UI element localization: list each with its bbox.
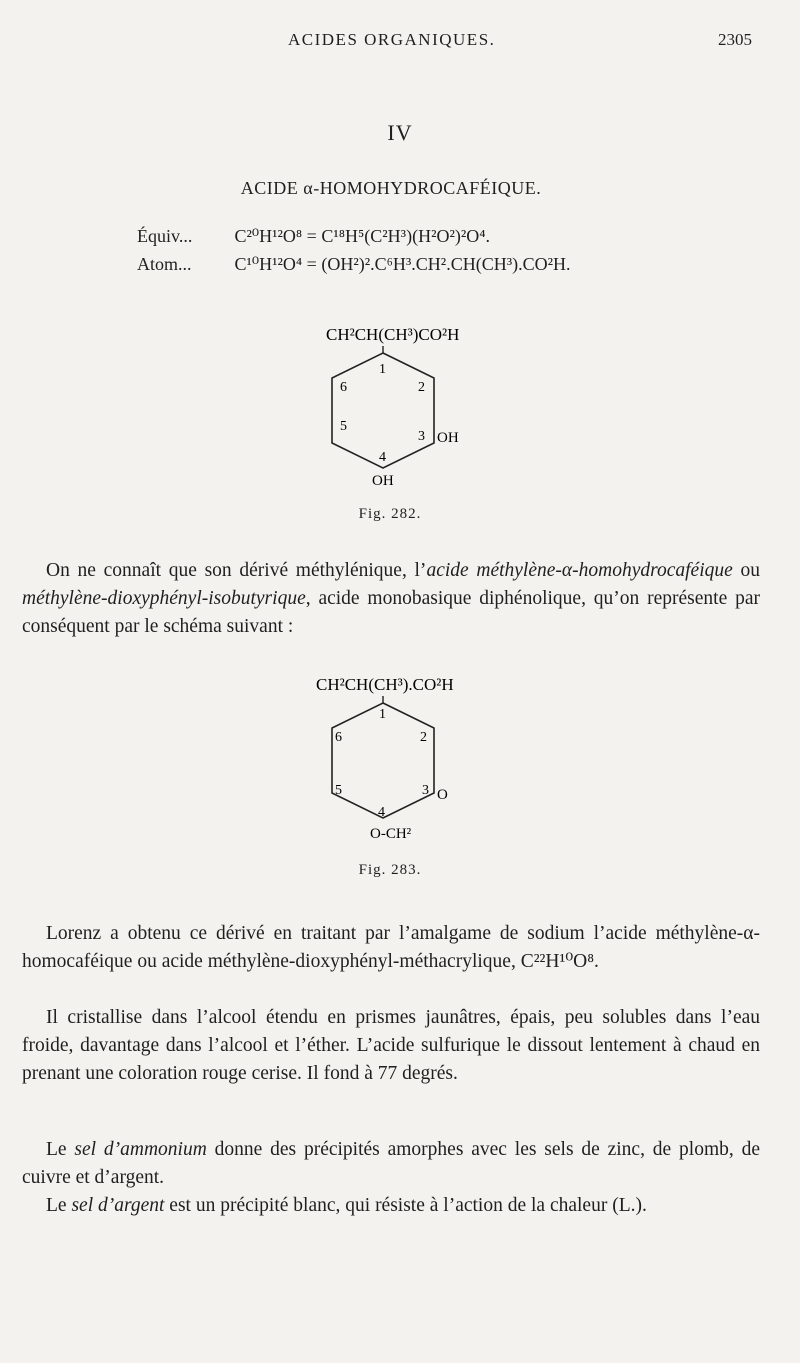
figure-282-caption: Fig. 282. bbox=[358, 506, 422, 522]
atom-formula-row bbox=[137, 254, 571, 275]
paragraph-4 bbox=[22, 1136, 760, 1192]
ring-position-2: 2 bbox=[418, 380, 425, 395]
ring-position-4: 4 bbox=[378, 805, 385, 820]
side-chain-label: CH²CH(CH³)CO²H bbox=[326, 325, 460, 344]
paragraph-4-text-b: donne des précipités amorphes avec les sels de zinc, de plomb, de cuivre et d’argent. bbox=[22, 1139, 760, 1188]
paragraph-1-italic-b: méthylène-dioxyphényl-isobutyrique bbox=[22, 588, 306, 609]
paragraph-3 bbox=[22, 1004, 760, 1088]
ring-position-6: 6 bbox=[340, 380, 347, 395]
paragraph-1 bbox=[22, 557, 760, 641]
substituent-oh-4: OH bbox=[372, 473, 394, 489]
ring-position-6: 6 bbox=[335, 730, 342, 745]
equiv-formula: C²⁰H¹²O⁸ = C¹⁸H⁵(C²H³)(H²O²)²O⁴. bbox=[234, 226, 491, 246]
figure-283 bbox=[300, 668, 520, 858]
benzene-ring-diagram-282 bbox=[300, 318, 520, 498]
ring-position-3: 3 bbox=[418, 429, 425, 444]
ring-position-5: 5 bbox=[340, 419, 347, 434]
paragraph-3-text: Il cristallise dans l’alcool étendu en prismes jaunâtres, épais, peu solubles dans l’eau froide, davantage dans l’alcool et l’éther. L’acide sulfurique le dissout lentement à chaud en prenant une coloration rouge cerise. Il fond à 77 degrés. bbox=[22, 1007, 760, 1084]
paragraph-5-italic: sel d’argent bbox=[71, 1195, 165, 1216]
atom-formula: C¹⁰H¹²O⁴ = (OH²)².C⁶H³.CH².CH(CH³).CO²H. bbox=[234, 254, 571, 274]
page-number: 2305 bbox=[718, 30, 752, 49]
ring-position-1: 1 bbox=[379, 362, 386, 377]
benzene-ring-diagram-283 bbox=[300, 668, 520, 858]
paragraph-2 bbox=[22, 920, 760, 976]
figure-283-caption: Fig. 283. bbox=[358, 862, 422, 878]
paragraph-5-text-b: est un précipité blanc, qui résiste à l’action de la chaleur (L.). bbox=[164, 1195, 647, 1216]
paragraph-4-text-a: Le bbox=[46, 1139, 75, 1160]
ring-position-4: 4 bbox=[379, 450, 386, 465]
ring-position-5: 5 bbox=[335, 783, 342, 798]
section-number: IV bbox=[387, 120, 413, 145]
paragraph-1-italic-a: acide méthylène-α-homohydrocaféique bbox=[426, 560, 733, 581]
equiv-label: Équiv... bbox=[137, 226, 193, 246]
paragraph-4-italic: sel d’ammonium bbox=[74, 1139, 207, 1160]
equiv-formula-row bbox=[137, 226, 490, 247]
ring-position-1: 1 bbox=[379, 707, 386, 722]
paragraph-1-text-c: , acide monobasique diphénolique, qu’on représente par conséquent par le schéma suivant : bbox=[22, 588, 760, 637]
substituent-oh-3: OH bbox=[437, 430, 459, 446]
paragraph-5-text-a: Le bbox=[46, 1195, 72, 1216]
side-chain-label: CH²CH(CH³).CO²H bbox=[316, 675, 454, 694]
ring-position-3: 3 bbox=[422, 783, 429, 798]
figure-282 bbox=[300, 318, 520, 498]
paragraph-1-text-a: On ne connaît que son dérivé méthylénique, l’ bbox=[46, 560, 427, 581]
ring-position-2: 2 bbox=[420, 730, 427, 745]
substituent-o-3: O bbox=[437, 787, 448, 803]
running-title: ACIDES ORGANIQUES. bbox=[288, 30, 496, 49]
atom-label: Atom... bbox=[137, 254, 192, 274]
paragraph-5 bbox=[22, 1192, 760, 1220]
substituent-och2-4: O-CH² bbox=[370, 826, 412, 842]
section-title: ACIDE α-HOMOHYDROCAFÉIQUE. bbox=[240, 178, 542, 198]
paragraph-2-text: Lorenz a obtenu ce dérivé en traitant par l’amalgame de sodium l’acide méthylène-α-homocaféique ou acide méthylène-dioxyphényl-méthacrylique, C²²H¹⁰O⁸. bbox=[22, 923, 760, 972]
paragraph-1-text-b: ou bbox=[732, 560, 760, 581]
running-head bbox=[0, 30, 800, 60]
